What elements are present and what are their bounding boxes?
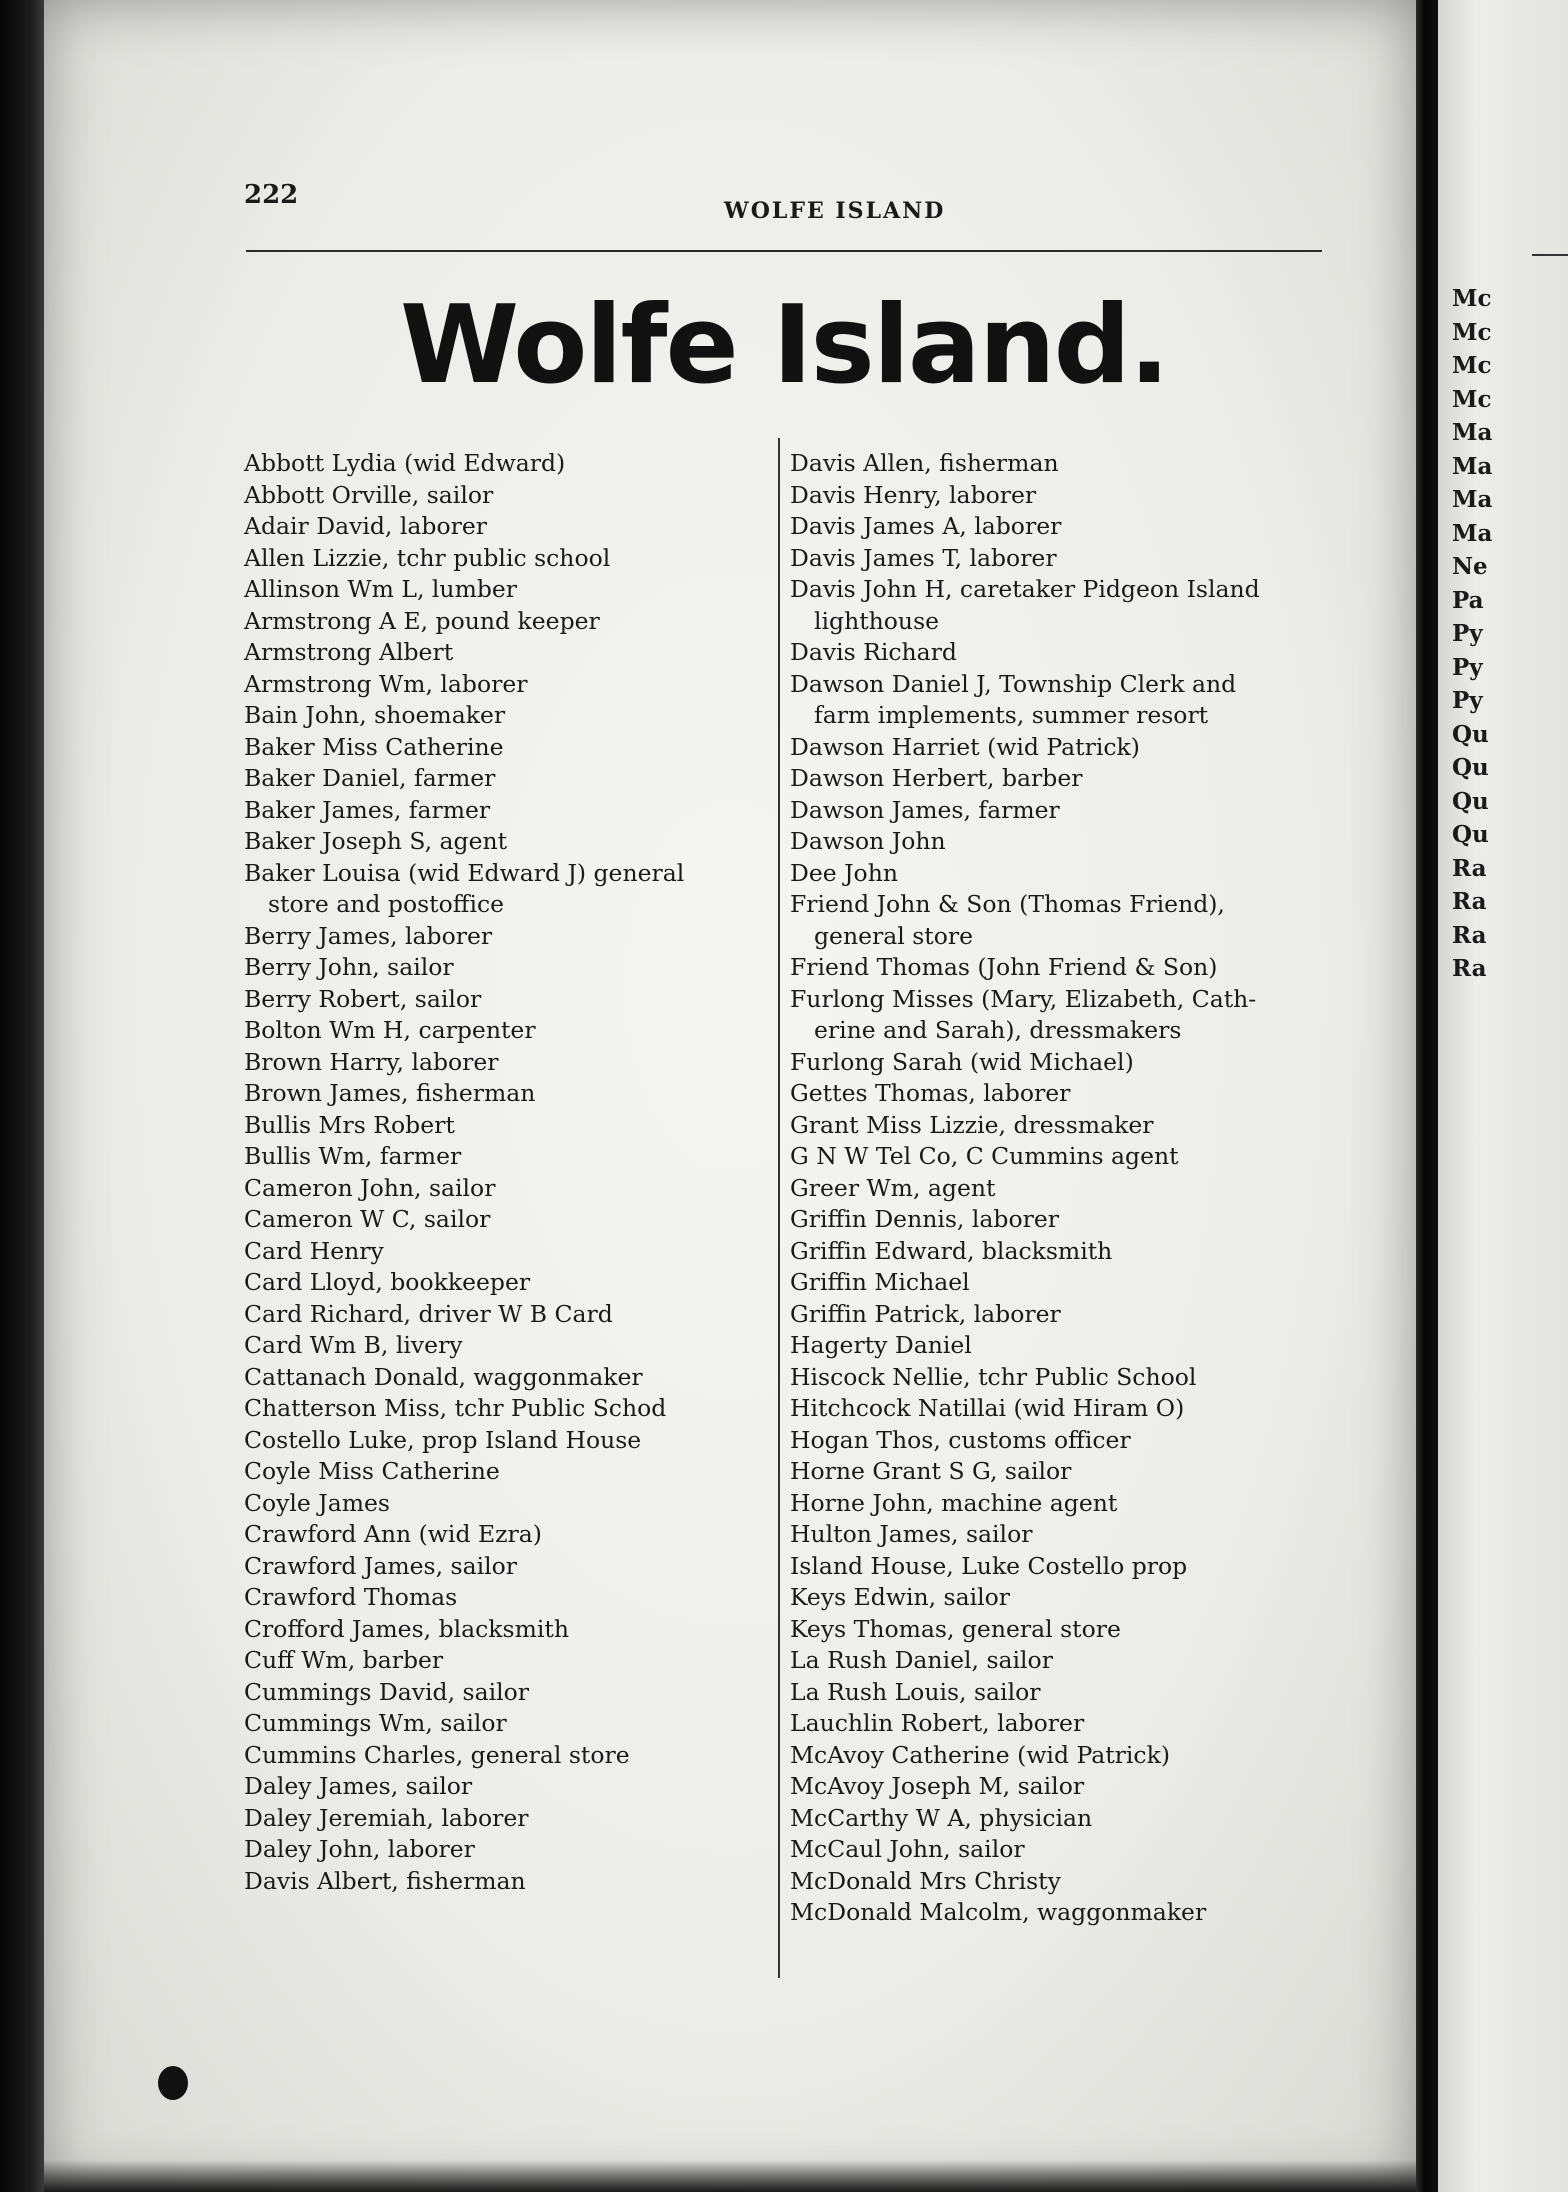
entry-text: Furlong Sarah (wid Michael) bbox=[790, 1047, 1134, 1076]
entry-text: Davis John H, caretaker Pidgeon Island bbox=[790, 575, 1260, 603]
directory-entry bbox=[790, 1236, 1330, 1268]
adjacent-page-rule bbox=[1532, 254, 1568, 256]
entry-text: Baker Louisa (wid Edward J) general bbox=[244, 858, 685, 887]
entry-text: Allinson Wm L, lumber bbox=[244, 575, 518, 603]
directory-entry bbox=[790, 1393, 1330, 1425]
entry-text: Armstrong Wm, laborer bbox=[244, 669, 528, 698]
entry-text: Coyle James bbox=[244, 1488, 390, 1517]
entry-text: Crawford Ann (wid Ezra) bbox=[244, 1520, 542, 1548]
entry-text: Friend John & Son (Thomas Friend), bbox=[790, 890, 1225, 918]
entry-text: Keys Edwin, sailor bbox=[790, 1583, 1011, 1611]
adjacent-page-fragments bbox=[1452, 282, 1492, 986]
entry-text: Davis Albert, fisherman bbox=[244, 1866, 526, 1895]
directory-entry bbox=[790, 1425, 1330, 1457]
directory-entry bbox=[790, 511, 1330, 543]
running-head: WOLFE ISLAND bbox=[724, 198, 946, 224]
directory-entry bbox=[244, 952, 774, 984]
directory-entry bbox=[790, 795, 1330, 827]
entry-text: Davis Henry, laborer bbox=[790, 480, 1037, 509]
directory-entry bbox=[790, 858, 1330, 890]
entry-text: Horne John, machine agent bbox=[790, 1488, 1118, 1517]
directory-entry bbox=[244, 763, 774, 795]
directory-entry bbox=[790, 1362, 1330, 1394]
entry-text: La Rush Daniel, sailor bbox=[790, 1646, 1053, 1674]
entry-text: Cattanach Donald, waggonmaker bbox=[244, 1362, 643, 1391]
entry-text: Adair David, laborer bbox=[244, 512, 487, 540]
directory-entry bbox=[244, 795, 774, 827]
directory-entry bbox=[244, 1456, 774, 1488]
entry-text: Hulton James, sailor bbox=[790, 1520, 1033, 1548]
entry-text: Griffin Michael bbox=[790, 1268, 970, 1296]
entry-text: Abbott Lydia (wid Edward) bbox=[244, 449, 566, 477]
directory-entry bbox=[790, 1141, 1330, 1173]
directory-entry bbox=[244, 1362, 774, 1394]
adjacent-page-fragment: Mc bbox=[1452, 285, 1492, 312]
entry-text: Greer Wm, agent bbox=[790, 1173, 996, 1202]
directory-entry bbox=[790, 669, 1330, 732]
entry-text: Armstrong A E, pound keeper bbox=[244, 606, 600, 635]
entry-text: Baker Miss Catherine bbox=[244, 732, 504, 761]
directory-entry bbox=[244, 1425, 774, 1457]
entry-text: Cuff Wm, barber bbox=[244, 1646, 444, 1674]
directory-entry bbox=[790, 732, 1330, 764]
directory-entry bbox=[244, 732, 774, 764]
entry-text: Friend Thomas (John Friend & Son) bbox=[790, 953, 1218, 981]
adjacent-page-fragment: Ma bbox=[1452, 419, 1493, 446]
directory-entry bbox=[244, 1677, 774, 1709]
directory-entry bbox=[244, 700, 774, 732]
directory-entry bbox=[244, 1173, 774, 1205]
entry-text: McCarthy W A, physician bbox=[790, 1803, 1093, 1832]
directory-entry bbox=[790, 826, 1330, 858]
directory-entry bbox=[790, 1897, 1330, 1929]
entry-text: Daley Jeremiah, laborer bbox=[244, 1803, 529, 1832]
directory-entry bbox=[244, 1645, 774, 1677]
entry-text: Chatterson Miss, tchr Public Schod bbox=[244, 1394, 667, 1422]
entry-text: Griffin Patrick, laborer bbox=[790, 1299, 1061, 1328]
entry-text: Griffin Dennis, laborer bbox=[790, 1205, 1059, 1233]
entry-text: Hagerty Daniel bbox=[790, 1331, 972, 1359]
right-column bbox=[790, 448, 1330, 1929]
entry-text: Keys Thomas, general store bbox=[790, 1614, 1121, 1643]
directory-entry bbox=[790, 952, 1330, 984]
directory-entry bbox=[244, 858, 774, 921]
entry-text: Daley James, sailor bbox=[244, 1772, 473, 1800]
directory-entry bbox=[790, 543, 1330, 575]
directory-entry bbox=[790, 1834, 1330, 1866]
adjacent-page bbox=[1438, 0, 1568, 2192]
directory-entry bbox=[244, 1330, 774, 1362]
left-column bbox=[244, 448, 774, 1897]
entry-text: Crofford James, blacksmith bbox=[244, 1614, 569, 1643]
header-rule bbox=[246, 250, 1322, 252]
directory-entry bbox=[244, 1866, 774, 1898]
directory-entry bbox=[790, 1708, 1330, 1740]
adjacent-page-fragment: Mc bbox=[1452, 385, 1492, 413]
entry-text: Bain John, shoemaker bbox=[244, 701, 506, 729]
directory-entry bbox=[244, 1614, 774, 1646]
directory-entry bbox=[790, 1677, 1330, 1709]
directory-entry bbox=[244, 669, 774, 701]
entry-text: Baker Joseph S, agent bbox=[244, 827, 508, 855]
directory-entry bbox=[244, 1803, 774, 1835]
directory-entry bbox=[244, 826, 774, 858]
directory-entry bbox=[244, 1708, 774, 1740]
entry-text: Grant Miss Lizzie, dressmaker bbox=[790, 1110, 1154, 1139]
entry-text: Costello Luke, prop Island House bbox=[244, 1425, 642, 1454]
directory-entry bbox=[244, 1078, 774, 1110]
adjacent-page-fragment: Ra bbox=[1452, 921, 1487, 949]
directory-entry bbox=[790, 1267, 1330, 1299]
entry-text: Davis Richard bbox=[790, 638, 957, 666]
adjacent-page-fragment: Qu bbox=[1452, 821, 1489, 848]
directory-entry bbox=[244, 543, 774, 575]
directory-entry bbox=[790, 637, 1330, 669]
directory-entry bbox=[790, 1456, 1330, 1488]
entry-text: Lauchlin Robert, laborer bbox=[790, 1709, 1085, 1737]
entry-text: McCaul John, sailor bbox=[790, 1835, 1025, 1863]
adjacent-page-fragment: Ma bbox=[1452, 452, 1493, 480]
entry-text: McDonald Mrs Christy bbox=[790, 1866, 1061, 1895]
adjacent-page-fragment: Qu bbox=[1452, 787, 1489, 815]
directory-entry bbox=[790, 1803, 1330, 1835]
entry-text: Abbott Orville, sailor bbox=[244, 480, 494, 509]
directory-entry bbox=[790, 889, 1330, 952]
adjacent-page-fragment: Py bbox=[1452, 687, 1483, 714]
entry-text: Gettes Thomas, laborer bbox=[790, 1079, 1071, 1107]
adjacent-page-fragment: Py bbox=[1452, 620, 1483, 647]
directory-entry bbox=[244, 1110, 774, 1142]
directory-entry bbox=[244, 1393, 774, 1425]
directory-entry bbox=[790, 1519, 1330, 1551]
entry-text: Crawford Thomas bbox=[244, 1583, 458, 1611]
entry-text: Coyle Miss Catherine bbox=[244, 1457, 500, 1485]
directory-entry bbox=[244, 984, 774, 1016]
directory-entry bbox=[790, 1614, 1330, 1646]
entry-text: Dawson Daniel J, Township Clerk and bbox=[790, 669, 1237, 698]
entry-text: Cummings David, sailor bbox=[244, 1677, 530, 1706]
entry-continuation: general store bbox=[814, 921, 974, 950]
entry-text: Crawford James, sailor bbox=[244, 1551, 518, 1580]
entry-text: Hitchcock Natillai (wid Hiram O) bbox=[790, 1394, 1185, 1422]
directory-entry bbox=[244, 480, 774, 512]
directory-entry bbox=[790, 448, 1330, 480]
column-divider bbox=[778, 438, 780, 1978]
entry-text: Davis James T, laborer bbox=[790, 543, 1057, 572]
entry-text: Baker James, farmer bbox=[244, 795, 491, 824]
directory-entry bbox=[790, 1110, 1330, 1142]
entry-text: McDonald Malcolm, waggonmaker bbox=[790, 1898, 1207, 1926]
entry-text: Davis James A, laborer bbox=[790, 512, 1062, 540]
entry-text: Davis Allen, fisherman bbox=[790, 449, 1059, 477]
adjacent-page-fragment: Ra bbox=[1452, 854, 1487, 882]
directory-entry bbox=[790, 1204, 1330, 1236]
entry-text: Furlong Misses (Mary, Elizabeth, Cath- bbox=[790, 984, 1257, 1013]
page-title: Wolfe Island. bbox=[400, 283, 1168, 408]
page-gutter bbox=[1416, 0, 1438, 2192]
directory-entry bbox=[244, 1267, 774, 1299]
directory-entry bbox=[244, 1519, 774, 1551]
directory-entry bbox=[244, 1236, 774, 1268]
adjacent-page-fragment: Mc bbox=[1452, 318, 1492, 346]
entry-text: McAvoy Joseph M, sailor bbox=[790, 1772, 1085, 1800]
adjacent-page-fragment: Ne bbox=[1452, 553, 1488, 580]
entry-text: La Rush Louis, sailor bbox=[790, 1677, 1041, 1706]
entry-text: Berry Robert, sailor bbox=[244, 984, 482, 1013]
directory-entry bbox=[244, 1834, 774, 1866]
entry-text: Berry James, laborer bbox=[244, 921, 493, 950]
directory-entry bbox=[244, 1204, 774, 1236]
entry-text: Dawson Herbert, barber bbox=[790, 764, 1083, 792]
directory-entry bbox=[790, 1173, 1330, 1205]
entry-text: Daley John, laborer bbox=[244, 1835, 475, 1863]
adjacent-page-fragment: Ra bbox=[1452, 888, 1487, 915]
directory-entry bbox=[244, 1488, 774, 1520]
entry-text: Horne Grant S G, sailor bbox=[790, 1457, 1072, 1485]
page-bottom-edge bbox=[44, 2160, 1416, 2192]
entry-text: Dawson Harriet (wid Patrick) bbox=[790, 732, 1140, 761]
entry-continuation: erine and Sarah), dressmakers bbox=[814, 1016, 1182, 1044]
entry-continuation: store and postoffice bbox=[268, 890, 505, 918]
entry-continuation: farm implements, summer resort bbox=[814, 701, 1209, 729]
entry-continuation: lighthouse bbox=[814, 606, 940, 635]
directory-entry bbox=[244, 1047, 774, 1079]
adjacent-page-fragment: Ma bbox=[1452, 519, 1493, 547]
entry-text: Dawson John bbox=[790, 827, 946, 855]
directory-entry bbox=[244, 1299, 774, 1331]
directory-entry bbox=[790, 1078, 1330, 1110]
ink-blot bbox=[158, 2066, 188, 2100]
directory-entry bbox=[244, 606, 774, 638]
adjacent-page-fragment: Ra bbox=[1452, 955, 1487, 982]
directory-entry bbox=[244, 574, 774, 606]
adjacent-page-fragment: Qu bbox=[1452, 720, 1489, 748]
directory-entry bbox=[244, 511, 774, 543]
directory-entry bbox=[790, 480, 1330, 512]
directory-entry bbox=[244, 1551, 774, 1583]
entry-text: Card Wm B, livery bbox=[244, 1331, 463, 1359]
directory-entry bbox=[244, 1771, 774, 1803]
directory-entry bbox=[790, 1047, 1330, 1079]
entry-text: Card Richard, driver W B Card bbox=[244, 1299, 613, 1328]
directory-entry bbox=[790, 574, 1330, 637]
entry-text: Cummins Charles, general store bbox=[244, 1740, 630, 1769]
entry-text: Allen Lizzie, tchr public school bbox=[244, 543, 611, 572]
entry-text: G N W Tel Co, C Cummins agent bbox=[790, 1142, 1179, 1170]
directory-entry bbox=[244, 1141, 774, 1173]
entry-text: Brown James, fisherman bbox=[244, 1079, 536, 1107]
directory-entry bbox=[244, 637, 774, 669]
entry-text: Cameron W C, sailor bbox=[244, 1205, 491, 1233]
entry-text: Berry John, sailor bbox=[244, 953, 454, 981]
directory-entry bbox=[790, 1740, 1330, 1772]
directory-entry bbox=[790, 1330, 1330, 1362]
entry-text: Cameron John, sailor bbox=[244, 1173, 496, 1202]
entry-text: Card Henry bbox=[244, 1236, 384, 1265]
entry-text: Dee John bbox=[790, 858, 898, 887]
directory-entry bbox=[790, 984, 1330, 1047]
entry-text: Armstrong Albert bbox=[244, 638, 454, 666]
directory-entry bbox=[244, 921, 774, 953]
directory-entry bbox=[790, 1488, 1330, 1520]
adjacent-page-fragment: Pa bbox=[1452, 586, 1484, 614]
entry-text: Bolton Wm H, carpenter bbox=[244, 1016, 536, 1044]
directory-entry bbox=[790, 763, 1330, 795]
directory-entry bbox=[244, 1015, 774, 1047]
page-number: 222 bbox=[244, 180, 299, 210]
directory-entry bbox=[790, 1645, 1330, 1677]
entry-text: Island House, Luke Costello prop bbox=[790, 1551, 1188, 1580]
entry-text: Hogan Thos, customs officer bbox=[790, 1425, 1131, 1454]
adjacent-page-fragment: Ma bbox=[1452, 486, 1493, 513]
entry-text: Griffin Edward, blacksmith bbox=[790, 1236, 1113, 1265]
entry-text: Brown Harry, laborer bbox=[244, 1047, 499, 1076]
directory-entry bbox=[790, 1299, 1330, 1331]
entry-text: Dawson James, farmer bbox=[790, 795, 1060, 824]
directory-entry bbox=[244, 448, 774, 480]
adjacent-page-fragment: Py bbox=[1452, 653, 1483, 681]
entry-text: Hiscock Nellie, tchr Public School bbox=[790, 1362, 1197, 1391]
entry-text: Bullis Mrs Robert bbox=[244, 1110, 455, 1139]
entry-text: Bullis Wm, farmer bbox=[244, 1142, 462, 1170]
directory-entry bbox=[244, 1582, 774, 1614]
entry-text: Cummings Wm, sailor bbox=[244, 1709, 507, 1737]
directory-entry bbox=[790, 1866, 1330, 1898]
entry-text: McAvoy Catherine (wid Patrick) bbox=[790, 1740, 1170, 1769]
film-edge bbox=[0, 0, 44, 2192]
directory-entry bbox=[790, 1771, 1330, 1803]
directory-entry bbox=[790, 1551, 1330, 1583]
entry-text: Baker Daniel, farmer bbox=[244, 764, 496, 792]
adjacent-page-fragment: Mc bbox=[1452, 352, 1492, 379]
adjacent-page-fragment: Qu bbox=[1452, 754, 1489, 781]
directory-entry bbox=[790, 1582, 1330, 1614]
directory-entry bbox=[244, 1740, 774, 1772]
entry-text: Card Lloyd, bookkeeper bbox=[244, 1268, 531, 1296]
